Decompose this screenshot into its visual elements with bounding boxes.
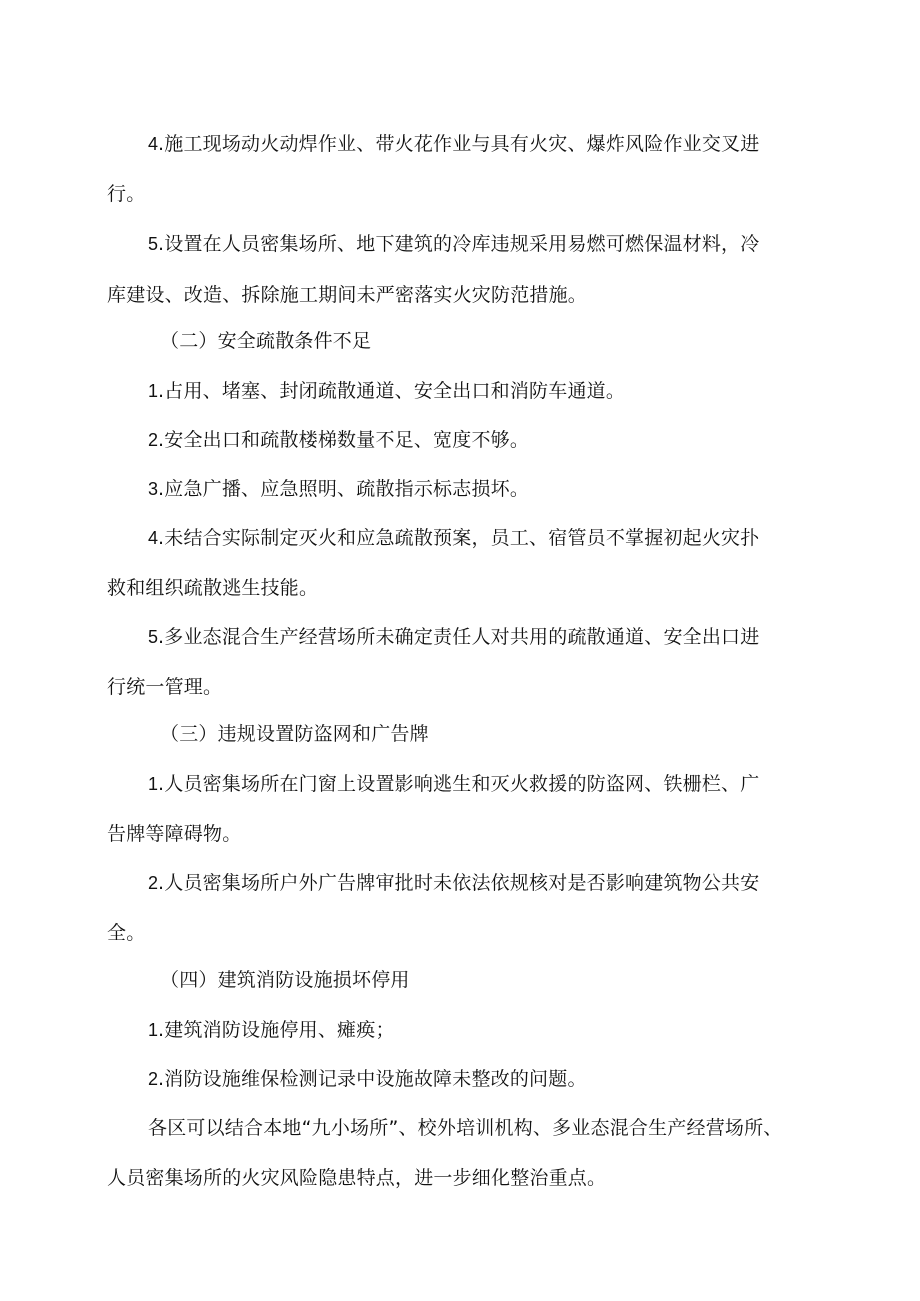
paragraph-continuation: 行。 bbox=[107, 183, 146, 205]
item-number: 1 bbox=[148, 381, 159, 401]
paragraph-continuation: 告牌等障碍物。 bbox=[107, 823, 242, 845]
section-heading: （三）违规设置防盗网和广告牌 bbox=[160, 723, 429, 745]
paragraph-continuation: 库建设、改造、拆除施工期间未严密落实火灾防范措施。 bbox=[107, 284, 588, 306]
paragraph-line bbox=[148, 230, 759, 258]
paragraph-line bbox=[148, 377, 625, 405]
paragraph-line bbox=[148, 524, 759, 552]
item-text: .消防设施维保检测记录中设施故障未整改的问题。 bbox=[158, 1068, 587, 1090]
paragraph-continuation: 救和组织疏散逃生技能。 bbox=[107, 577, 319, 599]
item-text: .人员密集场所在门窗上设置影响逃生和灭火救援的防盗网、铁栅栏、广 bbox=[158, 773, 760, 795]
item-number: 1 bbox=[148, 774, 159, 794]
item-text: .施工现场动火动焊作业、带火花作业与具有火灾、爆炸风险作业交叉进 bbox=[158, 133, 760, 155]
paragraph-line bbox=[148, 869, 759, 897]
item-number: 2 bbox=[148, 430, 159, 450]
paragraph-line bbox=[148, 1065, 587, 1093]
item-text: .多业态混合生产经营场所未确定责任人对共用的疏散通道、安全出口进 bbox=[158, 626, 760, 648]
item-text: .人员密集场所户外广告牌审批时未依法依规核对是否影响建筑物公共安 bbox=[158, 872, 760, 894]
item-text: .未结合实际制定灭火和应急疏散预案，员工、宿管员不掌握初起火灾扑 bbox=[158, 527, 760, 549]
item-number: 4 bbox=[148, 528, 159, 548]
item-text: .设置在人员密集场所、地下建筑的冷库违规采用易燃可燃保温材料，冷 bbox=[158, 233, 760, 255]
item-number: 2 bbox=[148, 873, 159, 893]
paragraph-continuation: 行统一管理。 bbox=[107, 676, 223, 698]
item-number: 2 bbox=[148, 1069, 159, 1089]
paragraph-line bbox=[148, 770, 759, 798]
item-number: 1 bbox=[148, 1020, 159, 1040]
paragraph-line bbox=[148, 1016, 395, 1044]
item-number: 5 bbox=[148, 234, 159, 254]
paragraph-line bbox=[148, 623, 759, 651]
paragraph-continuation: 全。 bbox=[107, 922, 146, 944]
closing-paragraph-continuation: 人员密集场所的火灾风险隐患特点，进一步细化整治重点。 bbox=[107, 1167, 607, 1189]
item-number: 5 bbox=[148, 627, 159, 647]
section-heading: （四）建筑消防设施损坏停用 bbox=[160, 969, 410, 991]
item-text: .应急广播、应急照明、疏散指示标志损坏。 bbox=[158, 478, 530, 500]
item-text: .占用、堵塞、封闭疏散通道、安全出口和消防车通道。 bbox=[158, 380, 626, 402]
section-heading: （二）安全疏散条件不足 bbox=[160, 330, 372, 352]
paragraph-line bbox=[148, 475, 529, 503]
item-text: .建筑消防设施停用、瘫痪； bbox=[158, 1019, 395, 1041]
closing-paragraph-line: 各区可以结合本地“九小场所”、校外培训机构、多业态混合生产经营场所、 bbox=[148, 1117, 783, 1139]
item-text: .安全出口和疏散楼梯数量不足、宽度不够。 bbox=[158, 429, 530, 451]
item-number: 4 bbox=[148, 134, 159, 154]
paragraph-line bbox=[148, 130, 759, 158]
paragraph-line bbox=[148, 426, 529, 454]
item-number: 3 bbox=[148, 479, 159, 499]
